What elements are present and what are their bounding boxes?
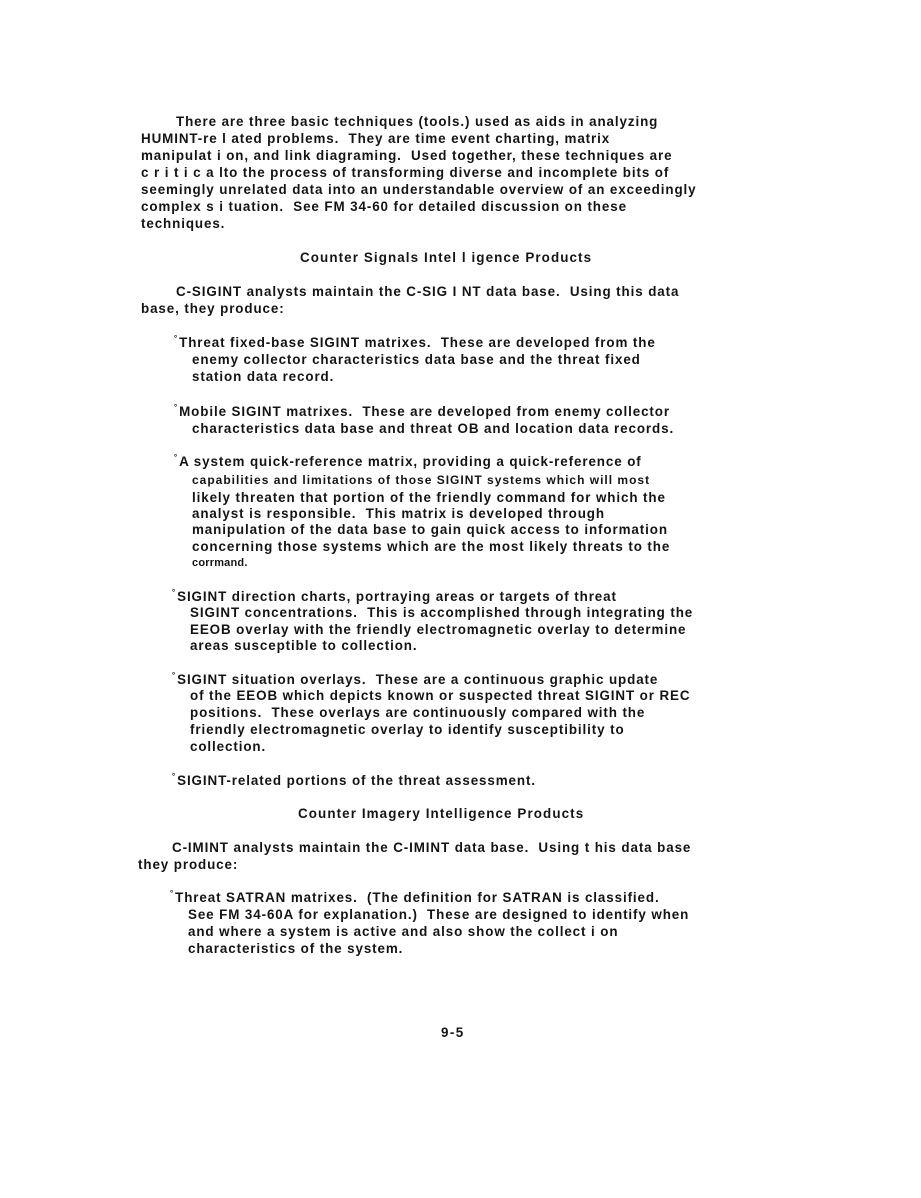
- section-heading-csigint: Counter Signals Intel l igence Products: [300, 250, 593, 265]
- bullet-line: collection.: [190, 739, 267, 754]
- bullet-line: capabilities and limitations of those SIGINT systems which will most: [192, 473, 651, 487]
- bullet-line: A system quick-reference matrix, providing a quick-reference of: [179, 454, 642, 469]
- bullet-line: likely threaten that portion of the friendly command for which the: [192, 490, 666, 505]
- intro-line: manipulat i on, and link diagraming. Used together, these techniques are: [141, 148, 673, 163]
- intro-line: techniques.: [141, 216, 226, 231]
- bullet-line: Mobile SIGINT matrixes. These are developed from enemy collector: [179, 404, 670, 419]
- bullet-line: enemy collector characteristics data base and the threat fixed: [192, 352, 641, 367]
- intro-line: There are three basic techniques (tools.) used as aids in analyzing: [176, 114, 659, 129]
- bullet-degree-icon: °: [172, 671, 177, 680]
- section-heading-cimint: Counter Imagery Intelligence Products: [298, 806, 585, 821]
- bullet-line: positions. These overlays are continuously compared with the: [190, 705, 646, 720]
- intro-line: seemingly unrelated data into an understandable overview of an exceedingly: [141, 182, 697, 197]
- bullet-line: Threat fixed-base SIGINT matrixes. These are developed from the: [179, 335, 656, 350]
- csigint-intro-line: C-SIGINT analysts maintain the C-SIG I NT data base. Using this data: [176, 284, 680, 299]
- intro-line: complex s i tuation. See FM 34-60 for detailed discussion on these: [141, 199, 627, 214]
- cimint-intro-line: they produce:: [138, 857, 239, 872]
- bullet-line: Threat SATRAN matrixes. (The definition for SATRAN is classified.: [175, 890, 660, 905]
- bullet-degree-icon: °: [172, 772, 177, 781]
- intro-line: c r i t i c a lto the process of transforming diverse and incomplete bits of: [141, 165, 670, 180]
- bullet-degree-icon: °: [174, 334, 179, 343]
- bullet-line: corrmand.: [192, 557, 248, 569]
- bullet-line: See FM 34-60A for explanation.) These are designed to identify when: [188, 907, 690, 922]
- bullet-line: station data record.: [192, 369, 335, 384]
- bullet-line: and where a system is active and also show the collect i on: [188, 924, 619, 939]
- bullet-line: SIGINT-related portions of the threat assessment.: [177, 773, 536, 788]
- bullet-degree-icon: °: [174, 403, 179, 412]
- bullet-line: manipulation of the data base to gain quick access to information: [192, 522, 668, 537]
- bullet-line: of the EEOB which depicts known or suspected threat SIGINT or REC: [190, 688, 691, 703]
- bullet-line: friendly electromagnetic overlay to identify susceptibility to: [190, 722, 625, 737]
- bullet-degree-icon: °: [170, 889, 175, 898]
- bullet-degree-icon: °: [174, 453, 179, 462]
- page-number: 9-5: [441, 1025, 465, 1040]
- cimint-intro-line: C-IMINT analysts maintain the C-IMINT data base. Using t his data base: [172, 840, 692, 855]
- bullet-line: SIGINT situation overlays. These are a continuous graphic update: [177, 672, 659, 687]
- bullet-line: characteristics data base and threat OB and location data records.: [192, 421, 675, 436]
- csigint-intro-line: base, they produce:: [141, 301, 285, 316]
- intro-line: HUMINT-re l ated problems. They are time event charting, matrix: [141, 131, 611, 146]
- bullet-line: concerning those systems which are the most likely threats to the: [192, 539, 671, 554]
- bullet-line: characteristics of the system.: [188, 941, 404, 956]
- bullet-line: SIGINT concentrations. This is accomplished through integrating the: [190, 605, 694, 620]
- bullet-degree-icon: °: [172, 588, 177, 597]
- bullet-line: EEOB overlay with the friendly electromagnetic overlay to determine: [190, 622, 687, 637]
- bullet-line: analyst is responsible. This matrix is developed through: [192, 506, 605, 521]
- bullet-line: SIGINT direction charts, portraying areas or targets of threat: [177, 589, 617, 604]
- bullet-line: areas susceptible to collection.: [190, 638, 418, 653]
